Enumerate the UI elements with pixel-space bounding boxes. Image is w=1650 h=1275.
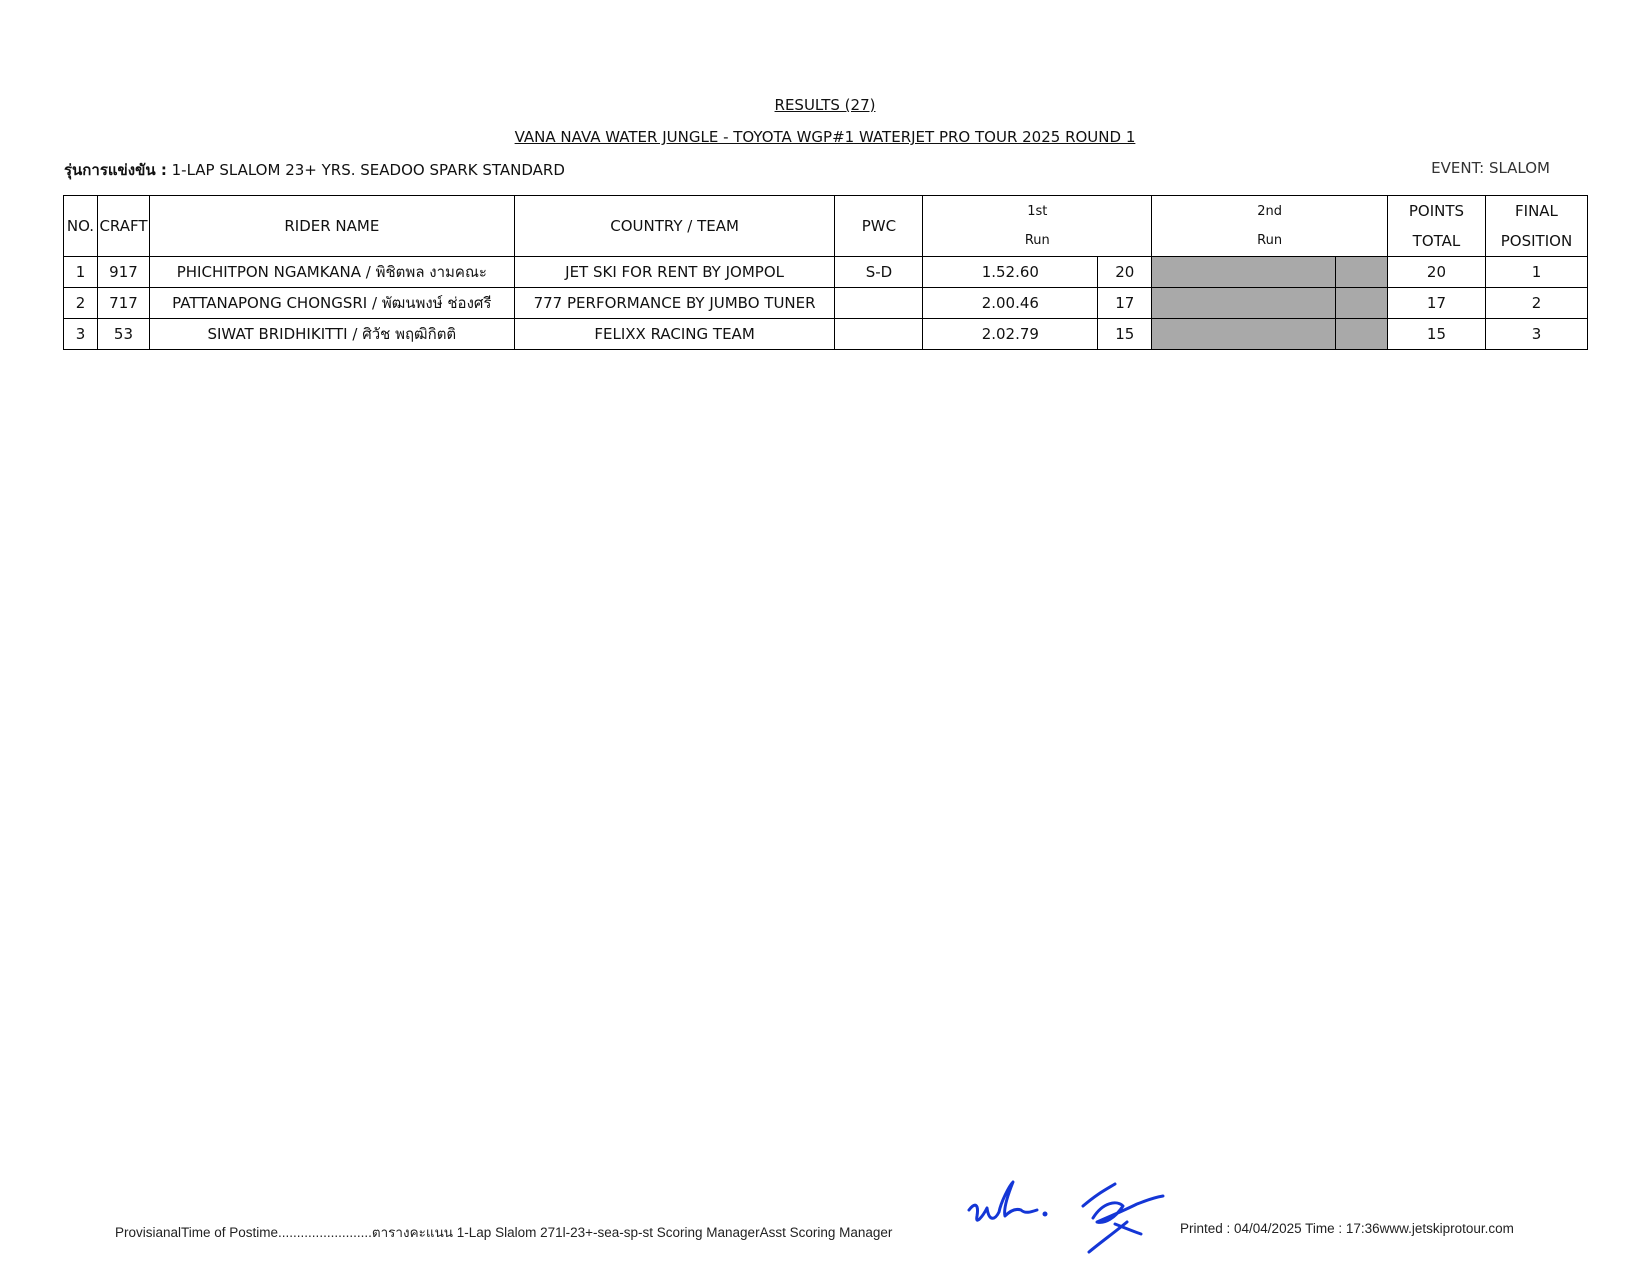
- cell-run2-points: [1336, 257, 1388, 288]
- header-run1-bottom: Run: [1024, 233, 1050, 248]
- header-row: [64, 196, 1588, 257]
- cell-final-position: 1: [1485, 257, 1587, 288]
- cell-points-total: 17: [1387, 288, 1485, 319]
- cell-run2-points: [1336, 288, 1388, 319]
- results-table: [63, 195, 1588, 350]
- cell-no: 2: [64, 288, 98, 319]
- cell-team: FELIXX RACING TEAM: [514, 319, 835, 350]
- cell-run1-time: 1.52.60: [923, 257, 1098, 288]
- cell-final-position: 2: [1485, 288, 1587, 319]
- cell-run1-time: 2.00.46: [923, 288, 1098, 319]
- header-run2-top: 2nd: [1257, 204, 1282, 219]
- header-run1-top: 1st: [1027, 204, 1048, 219]
- cell-points-total: 20: [1387, 257, 1485, 288]
- cell-run1-points: 17: [1098, 288, 1152, 319]
- table-row: [64, 319, 1588, 350]
- cell-run2-points: [1336, 319, 1388, 350]
- cell-run1-points: 20: [1098, 257, 1152, 288]
- cell-rider: PHICHITPON NGAMKANA / พิชิตพล งามคณะ: [149, 257, 514, 288]
- cell-rider: PATTANAPONG CHONGSRI / พัฒนพงษ์ ช่องศรี: [149, 288, 514, 319]
- footer-left-text: ProvisianalTime of Postime.........................ตารางคะแนน 1-Lap Slalom 271l-23+-sea-sp-st Scoring ManagerAsst Scoring Manager: [115, 1225, 893, 1240]
- table-row: [64, 288, 1588, 319]
- header-no: NO.: [64, 196, 98, 257]
- cell-pwc: [835, 288, 923, 319]
- cell-craft: 53: [97, 319, 149, 350]
- cell-pwc: [835, 319, 923, 350]
- cell-pwc: S-D: [835, 257, 923, 288]
- header-pwc: PWC: [835, 196, 923, 257]
- cell-run1-points: 15: [1098, 319, 1152, 350]
- event-title: VANA NAVA WATER JUNGLE - TOYOTA WGP#1 WATERJET PRO TOUR 2025 ROUND 1: [514, 128, 1136, 146]
- cell-run2-time: [1152, 257, 1336, 288]
- signature-scoring-manager: [969, 1182, 1037, 1220]
- cell-points-total: 15: [1387, 319, 1485, 350]
- cell-craft: 917: [97, 257, 149, 288]
- signature-asst-scoring-manager: [1083, 1184, 1163, 1252]
- signatures: [965, 1172, 1170, 1257]
- header-points-top: POINTS: [1408, 202, 1465, 220]
- cell-no: 3: [64, 319, 98, 350]
- cell-run1-time: 2.02.79: [923, 319, 1098, 350]
- cell-team: 777 PERFORMANCE BY JUMBO TUNER: [514, 288, 835, 319]
- header-run2: [1152, 196, 1388, 257]
- cell-team: JET SKI FOR RENT BY JOMPOL: [514, 257, 835, 288]
- table-row: [64, 257, 1588, 288]
- header-run1: [923, 196, 1152, 257]
- header-craft: CRAFT: [97, 196, 149, 257]
- cell-rider: SIWAT BRIDHIKITTI / ศิวัช พฤฒิกิตติ: [149, 319, 514, 350]
- class-line: [64, 158, 565, 182]
- class-label: รุ่นการแข่งขัน :: [64, 161, 167, 179]
- header-final: [1485, 196, 1587, 257]
- cell-run2-time: [1152, 288, 1336, 319]
- header-final-top: FINAL: [1515, 202, 1558, 220]
- results-title: RESULTS (27): [774, 96, 876, 114]
- cell-craft: 717: [97, 288, 149, 319]
- class-name: 1-LAP SLALOM 23+ YRS. SEADOO SPARK STANDARD: [171, 161, 565, 179]
- footer-right-text: Printed : 04/04/2025 Time : 17:36www.jetskiprotour.com: [1180, 1221, 1514, 1236]
- header-points-bottom: TOTAL: [1412, 232, 1461, 250]
- signature-dot: [1043, 1212, 1048, 1217]
- header-points: [1387, 196, 1485, 257]
- header-final-bottom: POSITION: [1500, 232, 1573, 250]
- cell-run2-time: [1152, 319, 1336, 350]
- header-run2-bottom: Run: [1257, 233, 1283, 248]
- header-rider: RIDER NAME: [149, 196, 514, 257]
- event-type: EVENT: SLALOM: [1431, 159, 1550, 177]
- cell-no: 1: [64, 257, 98, 288]
- cell-final-position: 3: [1485, 319, 1587, 350]
- header-team: COUNTRY / TEAM: [514, 196, 835, 257]
